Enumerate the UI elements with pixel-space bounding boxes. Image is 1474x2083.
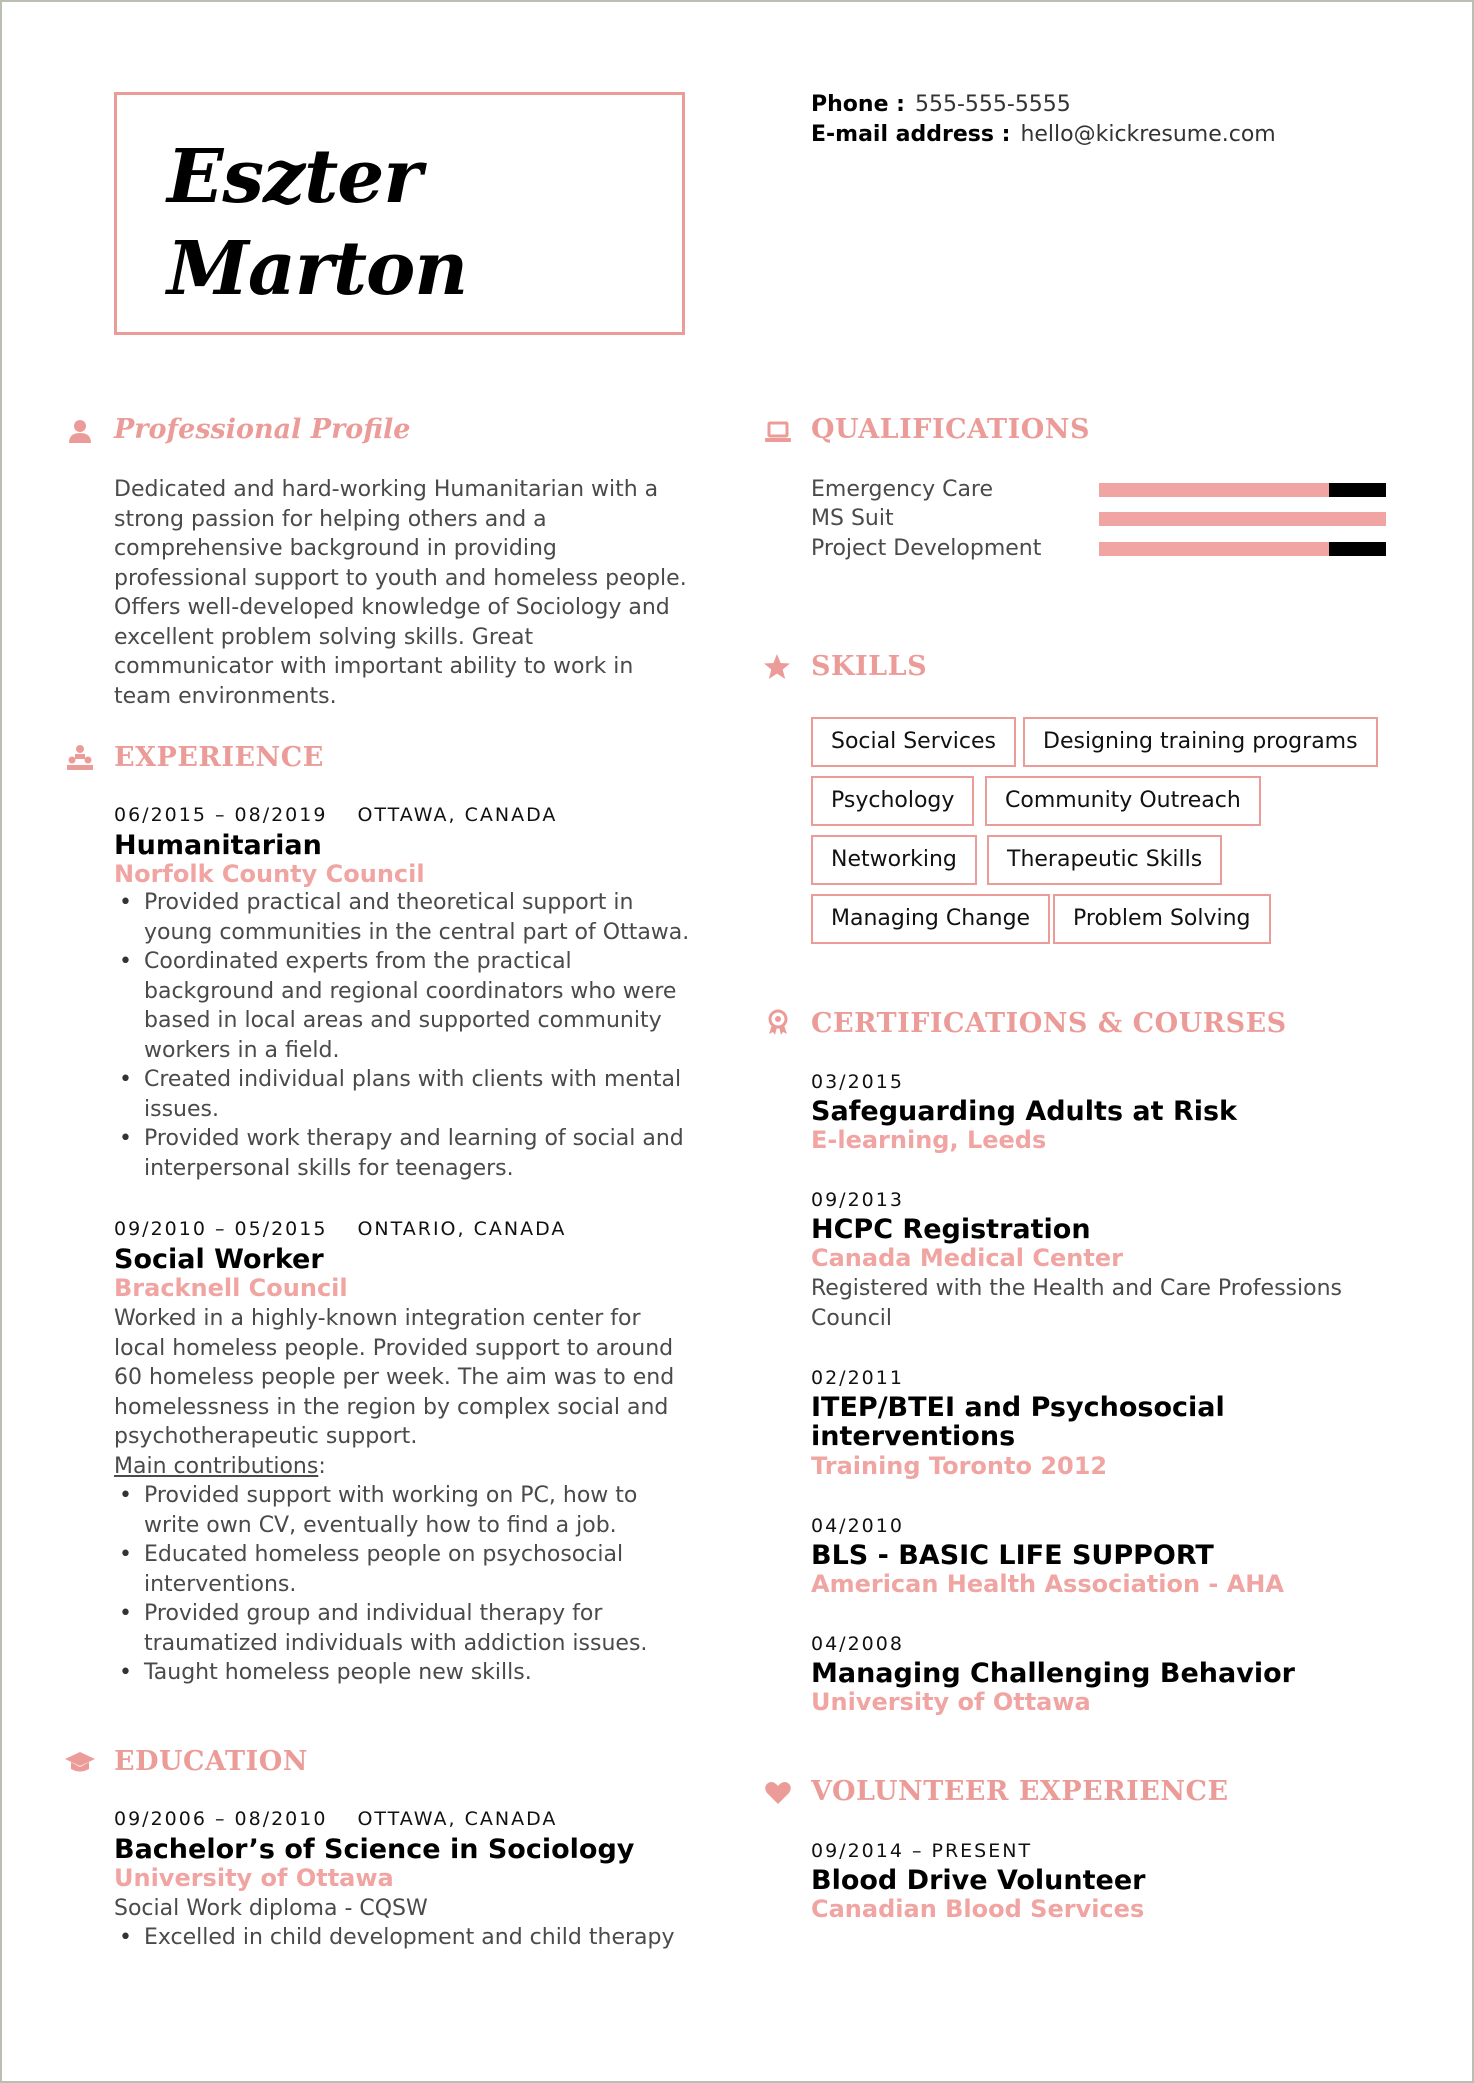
volunteer-title: VOLUNTEER EXPERIENCE: [811, 1776, 1229, 1807]
job-date-line: 09/2010 – 05/2015 ONTARIO, CANADA: [114, 1218, 567, 1240]
name-box: [114, 92, 685, 335]
skill-tag: Community Outreach: [985, 776, 1261, 826]
list-item: • Provided work therapy and learning of social and interpersonal skills for teenagers.: [114, 1124, 694, 1183]
list-item: • Provided practical and theoretical support in young communities in the central part of Ottawa.: [114, 888, 694, 947]
award-ribbon-icon: [764, 1008, 792, 1036]
qualification-bar: [1099, 512, 1386, 526]
qualification-bar: [1099, 483, 1386, 497]
job-title: Humanitarian: [114, 830, 322, 861]
list-item: • Provided support with working on PC, how to write own CV, eventually how to find a job.: [114, 1481, 694, 1540]
cert-name: HCPC Registration: [811, 1214, 1091, 1245]
skill-tag: Managing Change: [811, 894, 1050, 944]
qualifications-title: QUALIFICATIONS: [811, 414, 1090, 445]
profile-text: Dedicated and hard-working Humanitarian with a strong passion for helping others and a comprehensive background in providing professional support to youth and homeless people. Offers well-developed knowledge of Sociology and excellent problem solving skills. Great communicator with important ability to work in team environments.: [114, 477, 687, 709]
job-bullets: [114, 888, 694, 1183]
skill-tag: Therapeutic Skills: [987, 835, 1222, 885]
education-date-line: 09/2006 – 08/2010 OTTAWA, CANADA: [114, 1808, 558, 1830]
school-name: University of Ottawa: [114, 1864, 394, 1892]
profile-title: Professional Profile: [114, 414, 411, 445]
cert-date: 09/2013: [811, 1189, 904, 1211]
team-icon: [66, 744, 94, 772]
phone-line: [811, 90, 1071, 120]
skills-title: SKILLS: [811, 651, 928, 682]
job-date-line: 06/2015 – 08/2019 OTTAWA, CANADA: [114, 804, 558, 826]
skill-tag: Designing training programs: [1023, 717, 1378, 767]
job-description: Worked in a highly-known integration center for local homeless people. Provided support to around 60 homeless people per week. The aim was to end homelessness in the region by complex social and psychotherapeutic support.: [114, 1306, 675, 1449]
education-title: EDUCATION: [114, 1746, 308, 1777]
education-note: Social Work diploma - CQSW: [114, 1896, 428, 1921]
heart-icon: [764, 1779, 792, 1807]
qualification-label: Project Development: [811, 536, 1042, 561]
graduation-cap-icon: [64, 1748, 96, 1776]
certifications-title: CERTIFICATIONS & COURSES: [811, 1008, 1287, 1039]
list-item: • Educated homeless people on psychosocial interventions.: [114, 1540, 694, 1599]
volunteer-role: Blood Drive Volunteer: [811, 1865, 1146, 1896]
email-line: [811, 120, 1276, 150]
cert-name: BLS - BASIC LIFE SUPPORT: [811, 1540, 1214, 1571]
cert-date: 02/2011: [811, 1367, 904, 1389]
list-item: • Excelled in child development and child therapy: [114, 1923, 714, 1953]
job-title: Social Worker: [114, 1244, 324, 1275]
cert-note: Registered with the Health and Care Professions Council: [811, 1276, 1342, 1331]
cert-name: Safeguarding Adults at Risk: [811, 1096, 1238, 1127]
qualification-bar: [1099, 542, 1386, 556]
cert-date: 04/2008: [811, 1633, 904, 1655]
cert-org: Training Toronto 2012: [811, 1452, 1108, 1480]
person-icon: [66, 418, 94, 446]
skill-tag: Problem Solving: [1053, 894, 1271, 944]
cert-date: 04/2010: [811, 1515, 904, 1537]
cert-org: University of Ottawa: [811, 1688, 1091, 1716]
volunteer-org: Canadian Blood Services: [811, 1895, 1145, 1923]
cert-name: ITEP/BTEI and Psychosocial interventions: [811, 1392, 1225, 1452]
cert-org: E-learning, Leeds: [811, 1126, 1047, 1154]
list-item: • Taught homeless people new skills.: [114, 1658, 694, 1688]
contributions-label: Main contributions:: [114, 1454, 326, 1479]
list-item: • Coordinated experts from the practical background and regional coordinators who were based in local areas and supported community workers in a field.: [114, 947, 694, 1065]
experience-title: EXPERIENCE: [114, 742, 324, 773]
job-bullets: [114, 1481, 694, 1688]
list-item: • Provided group and individual therapy for traumatized individuals with addiction issues.: [114, 1599, 694, 1658]
education-bullets: [114, 1923, 714, 1953]
email-value: hello@kickresume.com: [1020, 122, 1276, 147]
star-icon: [763, 653, 791, 681]
email-label: E-mail address :: [811, 122, 1011, 147]
degree-title: Bachelor’s of Science in Sociology: [114, 1834, 635, 1865]
skill-tag: Networking: [811, 835, 977, 885]
cert-name: Managing Challenging Behavior: [811, 1658, 1295, 1689]
skill-tag: Social Services: [811, 717, 1016, 767]
laptop-icon: [764, 418, 792, 446]
volunteer-date: 09/2014 – PRESENT: [811, 1840, 1033, 1862]
job-org: Bracknell Council: [114, 1274, 348, 1302]
list-item: • Created individual plans with clients with mental issues.: [114, 1065, 694, 1124]
cert-org: American Health Association - AHA: [811, 1570, 1284, 1598]
qualification-label: Emergency Care: [811, 477, 994, 502]
job-org: Norfolk County Council: [114, 860, 425, 888]
skill-tag: Psychology: [811, 776, 974, 826]
phone-label: Phone :: [811, 92, 905, 117]
qualification-bar-remainder: [1329, 542, 1386, 556]
qualification-label: MS Suit: [811, 506, 894, 531]
candidate-name: Eszter Marton: [167, 134, 468, 312]
phone-value: 555-555-5555: [914, 92, 1071, 117]
cert-org: Canada Medical Center: [811, 1244, 1123, 1272]
cert-date: 03/2015: [811, 1071, 904, 1093]
qualification-bar-remainder: [1329, 483, 1386, 497]
